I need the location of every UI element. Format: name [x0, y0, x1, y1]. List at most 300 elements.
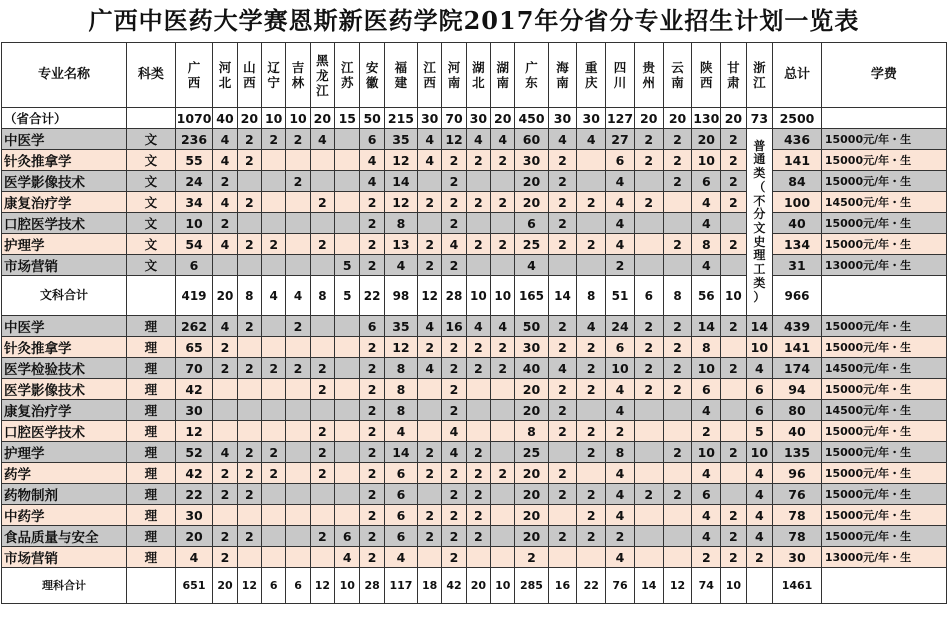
table-cell: [466, 421, 490, 442]
table-cell: 2: [634, 484, 663, 505]
table-cell: 2: [442, 213, 466, 234]
page-title: 广西中医药大学赛恩斯新医药学院2017年分省分专业招生计划一览表: [88, 6, 860, 35]
table-cell: 4: [213, 150, 237, 171]
table-cell: 35: [384, 316, 417, 337]
table-cell: 4: [286, 276, 310, 316]
table-cell: 2: [213, 526, 237, 547]
table-cell: 2: [360, 213, 384, 234]
table-cell: 12: [384, 150, 417, 171]
table-cell: 76: [773, 484, 822, 505]
table-cell: 4: [466, 129, 490, 150]
table-cell: [746, 568, 773, 604]
header-province: 黑 龙 江: [310, 43, 334, 108]
table-cell: 2: [577, 505, 606, 526]
table-cell: 20: [515, 171, 548, 192]
header-province: 甘 肃: [721, 43, 746, 108]
table-cell: 2: [466, 463, 490, 484]
table-cell: 4: [606, 547, 635, 568]
table-cell: [286, 337, 310, 358]
table-cell: 文: [127, 171, 176, 192]
table-cell: 20: [515, 463, 548, 484]
table-cell: 2: [721, 316, 746, 337]
zhejiang-note: 普 通 类 （ 不 分 文 史 理 工 类 ）: [746, 129, 773, 316]
table-cell: 14: [384, 171, 417, 192]
table-cell: 20: [721, 108, 746, 129]
table-row: [2, 358, 947, 379]
table-cell: [237, 547, 261, 568]
table-cell: [286, 463, 310, 484]
table-cell: 4: [491, 129, 515, 150]
fee-cell: 15000元/年・生: [821, 442, 946, 463]
table-cell: 2: [548, 150, 577, 171]
table-cell: [262, 484, 286, 505]
table-cell: 2: [577, 421, 606, 442]
table-cell: [821, 276, 946, 316]
table-cell: 4: [213, 442, 237, 463]
table-cell: 2: [548, 421, 577, 442]
table-cell: [634, 442, 663, 463]
table-cell: [310, 150, 334, 171]
table-cell: 8: [606, 442, 635, 463]
table-cell: [663, 463, 692, 484]
table-cell: 40: [773, 213, 822, 234]
fee-cell: 15000元/年・生: [821, 234, 946, 255]
table-cell: [821, 568, 946, 604]
table-cell: [310, 255, 334, 276]
table-cell: 4: [515, 255, 548, 276]
table-cell: 42: [175, 463, 213, 484]
table-cell: [286, 484, 310, 505]
table-cell: 42: [175, 379, 213, 400]
table-cell: [286, 505, 310, 526]
table-cell: 4: [606, 505, 635, 526]
table-cell: [466, 255, 490, 276]
table-cell: 14: [692, 316, 721, 337]
fee-cell: 15000元/年・生: [821, 421, 946, 442]
table-cell: 2: [491, 358, 515, 379]
table-cell: 262: [175, 316, 213, 337]
table-cell: 2: [548, 192, 577, 213]
table-cell: 450: [515, 108, 548, 129]
header-province: 辽 宁: [262, 43, 286, 108]
table-cell: 966: [773, 276, 822, 316]
table-cell: 2: [360, 442, 384, 463]
table-cell: 2: [360, 337, 384, 358]
table-row: [2, 547, 947, 568]
table-cell: 28: [442, 276, 466, 316]
header-province: 湖 南: [491, 43, 515, 108]
table-cell: 4: [746, 358, 773, 379]
table-cell: 2: [663, 150, 692, 171]
fee-cell: 15000元/年・生: [821, 337, 946, 358]
table-cell: [663, 526, 692, 547]
table-cell: 2: [310, 526, 334, 547]
table-cell: 理: [127, 547, 176, 568]
table-cell: [548, 505, 577, 526]
table-cell: [335, 421, 360, 442]
table-cell: 2: [442, 150, 466, 171]
table-cell: 2: [418, 192, 442, 213]
table-cell: 24: [606, 316, 635, 337]
table-cell: 2: [442, 358, 466, 379]
table-cell: 30: [175, 505, 213, 526]
table-cell: 14: [634, 568, 663, 604]
fee-cell: 15000元/年・生: [821, 171, 946, 192]
header-total: 总计: [773, 43, 822, 108]
table-cell: [418, 484, 442, 505]
table-cell: [491, 213, 515, 234]
table-cell: 10: [466, 276, 490, 316]
table-cell: 12: [442, 129, 466, 150]
table-cell: [310, 213, 334, 234]
header-province: 江 苏: [335, 43, 360, 108]
table-cell: 理: [127, 484, 176, 505]
table-cell: 2: [548, 337, 577, 358]
table-cell: 134: [773, 234, 822, 255]
table-cell: 2: [360, 463, 384, 484]
table-cell: 文: [127, 255, 176, 276]
table-cell: 6: [384, 526, 417, 547]
table-cell: 12: [663, 568, 692, 604]
table-cell: [663, 255, 692, 276]
table-cell: 8: [384, 358, 417, 379]
table-cell: 6: [746, 400, 773, 421]
major-name: 市场营销: [2, 547, 127, 568]
table-cell: [286, 192, 310, 213]
table-cell: 135: [773, 442, 822, 463]
table-cell: 2: [442, 192, 466, 213]
table-cell: [213, 400, 237, 421]
table-cell: 2: [721, 192, 746, 213]
major-name: 康复治疗学: [2, 400, 127, 421]
table-cell: 4: [335, 547, 360, 568]
table-cell: 2: [237, 526, 261, 547]
table-cell: [310, 547, 334, 568]
table-row: [2, 505, 947, 526]
major-name: 康复治疗学: [2, 192, 127, 213]
table-cell: 20: [515, 505, 548, 526]
table-cell: 2: [577, 379, 606, 400]
table-cell: [491, 484, 515, 505]
header-province: 河 南: [442, 43, 466, 108]
fee-cell: 14500元/年・生: [821, 192, 946, 213]
table-cell: [237, 171, 261, 192]
table-cell: 4: [384, 547, 417, 568]
table-cell: 2: [634, 129, 663, 150]
table-row: [2, 379, 947, 400]
table-cell: [721, 400, 746, 421]
header-province: 吉 林: [286, 43, 310, 108]
table-cell: 4: [418, 150, 442, 171]
table-cell: 1070: [175, 108, 213, 129]
table-cell: [262, 526, 286, 547]
table-cell: 4: [606, 171, 635, 192]
table-cell: [262, 150, 286, 171]
table-cell: 419: [175, 276, 213, 316]
header-province: 海 南: [548, 43, 577, 108]
fee-cell: 13000元/年・生: [821, 255, 946, 276]
table-cell: 6: [692, 484, 721, 505]
table-cell: [262, 213, 286, 234]
table-cell: 4: [692, 192, 721, 213]
science-subtotal-row: [2, 568, 947, 604]
table-cell: 2: [466, 505, 490, 526]
table-cell: 20: [466, 568, 490, 604]
table-cell: 2: [491, 234, 515, 255]
table-cell: 12: [310, 568, 334, 604]
table-cell: 30: [548, 108, 577, 129]
table-cell: 2: [418, 234, 442, 255]
table-cell: [335, 316, 360, 337]
table-cell: 2: [634, 316, 663, 337]
table-cell: 439: [773, 316, 822, 337]
table-cell: [418, 379, 442, 400]
table-cell: 6: [175, 255, 213, 276]
table-cell: 52: [175, 442, 213, 463]
table-cell: 2: [663, 379, 692, 400]
table-cell: [310, 484, 334, 505]
table-cell: 4: [360, 171, 384, 192]
table-cell: 4: [442, 442, 466, 463]
table-cell: 2: [577, 526, 606, 547]
table-cell: [491, 379, 515, 400]
table-cell: 4: [692, 400, 721, 421]
table-cell: 6: [606, 337, 635, 358]
table-cell: 理: [127, 337, 176, 358]
table-cell: 50: [360, 108, 384, 129]
table-cell: 22: [577, 568, 606, 604]
table-cell: 4: [606, 463, 635, 484]
table-cell: 8: [663, 276, 692, 316]
table-cell: 2: [213, 213, 237, 234]
table-cell: 2: [491, 150, 515, 171]
table-cell: 20: [237, 108, 261, 129]
major-name: 食品质量与安全: [2, 526, 127, 547]
table-cell: [491, 400, 515, 421]
table-cell: 2: [606, 421, 635, 442]
table-cell: 10: [175, 213, 213, 234]
table-cell: [310, 505, 334, 526]
table-cell: 2: [237, 234, 261, 255]
table-cell: [491, 505, 515, 526]
table-cell: 141: [773, 150, 822, 171]
table-cell: [262, 255, 286, 276]
row-label: （省合计）: [2, 108, 127, 129]
fee-cell: 15000元/年・生: [821, 463, 946, 484]
fee-cell: 15000元/年・生: [821, 213, 946, 234]
major-name: 药物制剂: [2, 484, 127, 505]
table-cell: 6: [634, 276, 663, 316]
table-cell: [213, 379, 237, 400]
fee-cell: 15000元/年・生: [821, 379, 946, 400]
table-cell: [634, 526, 663, 547]
table-cell: 2: [577, 442, 606, 463]
table-cell: 30: [773, 547, 822, 568]
table-cell: 215: [384, 108, 417, 129]
table-cell: [310, 400, 334, 421]
table-cell: 10: [335, 568, 360, 604]
table-cell: 2: [721, 234, 746, 255]
table-cell: 78: [773, 526, 822, 547]
major-name: 针灸推拿学: [2, 337, 127, 358]
table-cell: [213, 505, 237, 526]
table-cell: 4: [213, 234, 237, 255]
table-cell: 20: [692, 129, 721, 150]
table-cell: 理: [127, 505, 176, 526]
major-name: 中医学: [2, 129, 127, 150]
table-cell: [262, 547, 286, 568]
table-cell: 25: [515, 234, 548, 255]
table-cell: [663, 505, 692, 526]
table-cell: [262, 505, 286, 526]
table-cell: 文: [127, 129, 176, 150]
table-cell: 理: [127, 526, 176, 547]
table-cell: [310, 337, 334, 358]
fee-cell: 15000元/年・生: [821, 484, 946, 505]
header-row: [2, 43, 947, 108]
table-cell: 16: [548, 568, 577, 604]
table-cell: 5: [335, 255, 360, 276]
table-cell: 2: [286, 316, 310, 337]
table-cell: [237, 421, 261, 442]
table-cell: 96: [773, 463, 822, 484]
table-cell: 2: [262, 442, 286, 463]
table-cell: 8: [384, 379, 417, 400]
major-name: 医学影像技术: [2, 379, 127, 400]
table-cell: 10: [746, 442, 773, 463]
fee-cell: 15000元/年・生: [821, 505, 946, 526]
table-cell: 25: [515, 442, 548, 463]
enrollment-plan-table: [1, 42, 947, 604]
table-cell: [634, 171, 663, 192]
table-cell: 理: [127, 442, 176, 463]
table-cell: 6: [384, 463, 417, 484]
table-cell: [213, 421, 237, 442]
table-cell: 20: [515, 192, 548, 213]
table-cell: 2: [577, 484, 606, 505]
table-cell: 2: [663, 337, 692, 358]
province-total-row: [2, 108, 947, 129]
table-cell: 2: [634, 192, 663, 213]
major-name: 口腔医学技术: [2, 213, 127, 234]
table-cell: 2500: [773, 108, 822, 129]
table-cell: 30: [466, 108, 490, 129]
table-cell: 6: [262, 568, 286, 604]
table-cell: 2: [721, 505, 746, 526]
table-cell: 100: [773, 192, 822, 213]
table-cell: [418, 213, 442, 234]
table-cell: 2: [213, 484, 237, 505]
table-cell: 2: [466, 234, 490, 255]
table-cell: 2: [606, 255, 635, 276]
fee-cell: 14500元/年・生: [821, 358, 946, 379]
table-cell: [466, 379, 490, 400]
table-cell: 8: [384, 400, 417, 421]
table-cell: [286, 400, 310, 421]
table-cell: [286, 526, 310, 547]
table-cell: 42: [442, 568, 466, 604]
table-cell: 2: [721, 442, 746, 463]
table-cell: 10: [692, 442, 721, 463]
table-row: [2, 213, 947, 234]
table-cell: 40: [213, 108, 237, 129]
table-cell: 76: [606, 568, 635, 604]
table-cell: 10: [692, 358, 721, 379]
table-cell: 4: [442, 234, 466, 255]
table-cell: 141: [773, 337, 822, 358]
table-cell: 2: [634, 337, 663, 358]
header-province: 福 建: [384, 43, 417, 108]
table-cell: 4: [577, 316, 606, 337]
header-province: 安 徽: [360, 43, 384, 108]
table-row: [2, 337, 947, 358]
table-cell: 4: [466, 316, 490, 337]
table-cell: [335, 379, 360, 400]
table-cell: [491, 421, 515, 442]
table-cell: 文: [127, 150, 176, 171]
table-cell: [335, 358, 360, 379]
table-cell: 2: [262, 463, 286, 484]
table-cell: 8: [384, 213, 417, 234]
table-cell: 20: [515, 379, 548, 400]
table-cell: 2: [310, 463, 334, 484]
table-cell: 2: [360, 234, 384, 255]
table-cell: 35: [384, 129, 417, 150]
table-cell: 2: [262, 358, 286, 379]
table-cell: 4: [310, 129, 334, 150]
table-cell: 2: [418, 337, 442, 358]
table-cell: 54: [175, 234, 213, 255]
table-cell: [418, 547, 442, 568]
table-cell: 2: [360, 400, 384, 421]
table-cell: [491, 171, 515, 192]
table-cell: [466, 547, 490, 568]
table-cell: 22: [360, 276, 384, 316]
table-cell: 20: [515, 526, 548, 547]
table-cell: [634, 505, 663, 526]
table-cell: 30: [175, 400, 213, 421]
table-cell: [721, 463, 746, 484]
table-cell: 2: [310, 358, 334, 379]
table-cell: [634, 421, 663, 442]
header-category: 科类: [127, 43, 176, 108]
table-cell: 6: [692, 379, 721, 400]
table-cell: 2: [286, 171, 310, 192]
table-cell: 2: [548, 171, 577, 192]
table-cell: [335, 129, 360, 150]
table-cell: [335, 213, 360, 234]
table-cell: [577, 150, 606, 171]
table-cell: 10: [721, 568, 746, 604]
table-cell: 2: [418, 526, 442, 547]
table-cell: [466, 400, 490, 421]
table-cell: 4: [418, 358, 442, 379]
table-cell: 10: [692, 150, 721, 171]
header-province: 广 西: [175, 43, 213, 108]
table-cell: 2: [466, 358, 490, 379]
table-cell: 20: [175, 526, 213, 547]
table-cell: [466, 213, 490, 234]
table-cell: 4: [577, 129, 606, 150]
table-cell: 2: [442, 255, 466, 276]
table-cell: 理: [127, 400, 176, 421]
table-cell: 20: [634, 108, 663, 129]
table-cell: 40: [773, 421, 822, 442]
header-province: 贵 州: [634, 43, 663, 108]
table-cell: 12: [418, 276, 442, 316]
table-cell: [663, 192, 692, 213]
fee-cell: 15000元/年・生: [821, 129, 946, 150]
